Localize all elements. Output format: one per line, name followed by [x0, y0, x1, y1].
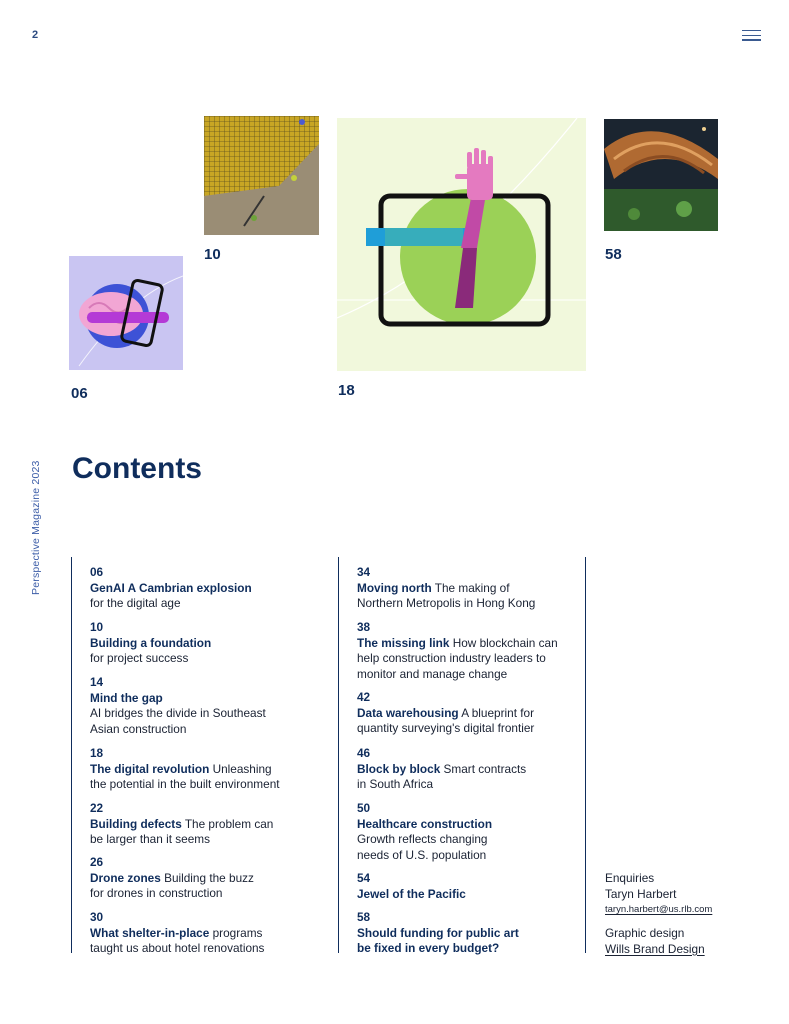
page-title: Contents — [72, 452, 202, 485]
toc-entry-title: Building a foundation — [90, 635, 212, 650]
toc-entry-subtitle: A blueprint for — [458, 705, 535, 720]
toc-entry-number: 22 — [90, 801, 104, 815]
toc-entry-desc: Growth reflects changing — [357, 832, 488, 847]
magazine-side-label: Perspective Magazine 2023 — [30, 460, 42, 595]
toc-entry-10[interactable] — [90, 620, 322, 667]
toc-entry-number: 50 — [357, 801, 371, 815]
enquiries-email-link[interactable]: taryn.harbert@us.rlb.com — [605, 904, 713, 916]
toc-entry-title: Drone zones — [90, 870, 161, 885]
toc-entry-title: What shelter-in-place — [90, 925, 210, 940]
toc-entry-title-cont: be fixed in every budget? — [357, 941, 500, 956]
toc-entry-desc: for drones in construction — [90, 886, 223, 901]
toc-entry-58[interactable] — [357, 910, 589, 957]
toc-entry-42[interactable] — [357, 690, 589, 737]
toc-entry-subtitle: How blockchain can — [449, 635, 558, 650]
toc-entry-subtitle: Smart contracts — [440, 761, 527, 776]
toc-entry-number: 18 — [90, 746, 104, 760]
toc-entry-18[interactable] — [90, 746, 322, 793]
hamburger-menu-icon[interactable] — [742, 30, 761, 42]
toc-entry-number: 26 — [90, 855, 104, 869]
toc-entry-54[interactable] — [357, 871, 589, 902]
toc-entry-title: The digital revolution — [90, 761, 210, 776]
design-label: Graphic design — [605, 926, 685, 940]
design-name-link[interactable]: Wills Brand Design — [605, 941, 705, 956]
toc-entry-title: Should funding for public art — [357, 925, 519, 940]
toc-entry-subtitle: Unleashing — [209, 761, 272, 776]
thumbnail-58-label[interactable]: 58 — [605, 246, 622, 263]
contents-column-2 — [338, 557, 584, 956]
toc-entry-number: 10 — [90, 620, 104, 634]
toc-entry-subtitle: The problem can — [181, 816, 274, 831]
toc-entry-title: GenAI A Cambrian explosion — [90, 580, 252, 595]
thumbnail-18-robot-arm-image[interactable] — [337, 118, 586, 371]
toc-entry-number: 42 — [357, 690, 371, 704]
toc-entry-title: Healthcare construction — [357, 816, 493, 831]
toc-entry-number: 38 — [357, 620, 371, 634]
toc-entry-desc: help construction industry leaders to — [357, 651, 546, 666]
toc-entry-title: Building defects — [90, 816, 182, 831]
toc-entry-title: Mind the gap — [90, 690, 163, 705]
toc-entry-desc: quantity surveying's digital frontier — [357, 721, 535, 736]
toc-entry-subtitle: The making of — [431, 580, 510, 595]
toc-entry-number: 54 — [357, 871, 371, 885]
toc-entry-46[interactable] — [357, 746, 589, 793]
enquiries-name: Taryn Harbert — [605, 886, 677, 901]
toc-entry-subtitle: Building the buzz — [160, 870, 254, 885]
design-credit-block — [605, 926, 705, 957]
toc-entry-26[interactable] — [90, 855, 322, 902]
toc-entry-38[interactable] — [357, 620, 589, 683]
toc-entry-desc: in South Africa — [357, 777, 434, 792]
toc-entry-30[interactable] — [90, 910, 322, 957]
toc-entry-number: 06 — [90, 565, 104, 579]
column-divider — [585, 557, 586, 953]
toc-entry-desc: monitor and manage change — [357, 667, 508, 682]
toc-entry-desc: Northern Metropolis in Hong Kong — [357, 596, 536, 611]
contents-column-1 — [71, 557, 322, 956]
toc-entry-desc: Asian construction — [90, 722, 187, 737]
toc-entry-22[interactable] — [90, 801, 322, 848]
toc-entry-title: Data warehousing — [357, 705, 459, 720]
thumbnail-18-label[interactable]: 18 — [338, 382, 355, 399]
toc-entry-desc: be larger than it seems — [90, 832, 210, 847]
page-number: 2 — [32, 29, 39, 41]
thumbnail-10-construction-image[interactable] — [204, 116, 319, 235]
toc-entry-subtitle: programs — [209, 925, 263, 940]
toc-entry-34[interactable] — [357, 565, 589, 612]
thumbnail-58-public-art-image[interactable] — [604, 119, 718, 231]
toc-entry-desc: taught us about hotel renovations — [90, 941, 265, 956]
thumbnail-06-label[interactable]: 06 — [71, 385, 88, 402]
toc-entry-desc: for project success — [90, 651, 189, 666]
toc-entry-desc: needs of U.S. population — [357, 848, 487, 863]
toc-entry-50[interactable] — [357, 801, 589, 864]
toc-entry-number: 58 — [357, 910, 371, 924]
toc-entry-number: 34 — [357, 565, 371, 579]
enquiries-block — [605, 871, 712, 918]
enquiries-label: Enquiries — [605, 871, 655, 885]
toc-entry-desc: the potential in the built environment — [90, 777, 280, 792]
toc-entry-title: Block by block — [357, 761, 441, 776]
toc-entry-14[interactable] — [90, 675, 322, 738]
thumbnail-10-label[interactable]: 10 — [204, 246, 221, 263]
toc-entry-title: Moving north — [357, 580, 432, 595]
toc-entry-number: 46 — [357, 746, 371, 760]
toc-entry-06[interactable] — [90, 565, 322, 612]
toc-entry-number: 14 — [90, 675, 104, 689]
toc-entry-title: The missing link — [357, 635, 450, 650]
thumbnail-06-brain-image[interactable] — [69, 256, 183, 370]
toc-entry-desc: AI bridges the divide in Southeast — [90, 706, 266, 721]
toc-entry-desc: for the digital age — [90, 596, 181, 611]
toc-entry-number: 30 — [90, 910, 104, 924]
toc-entry-title: Jewel of the Pacific — [357, 886, 466, 901]
